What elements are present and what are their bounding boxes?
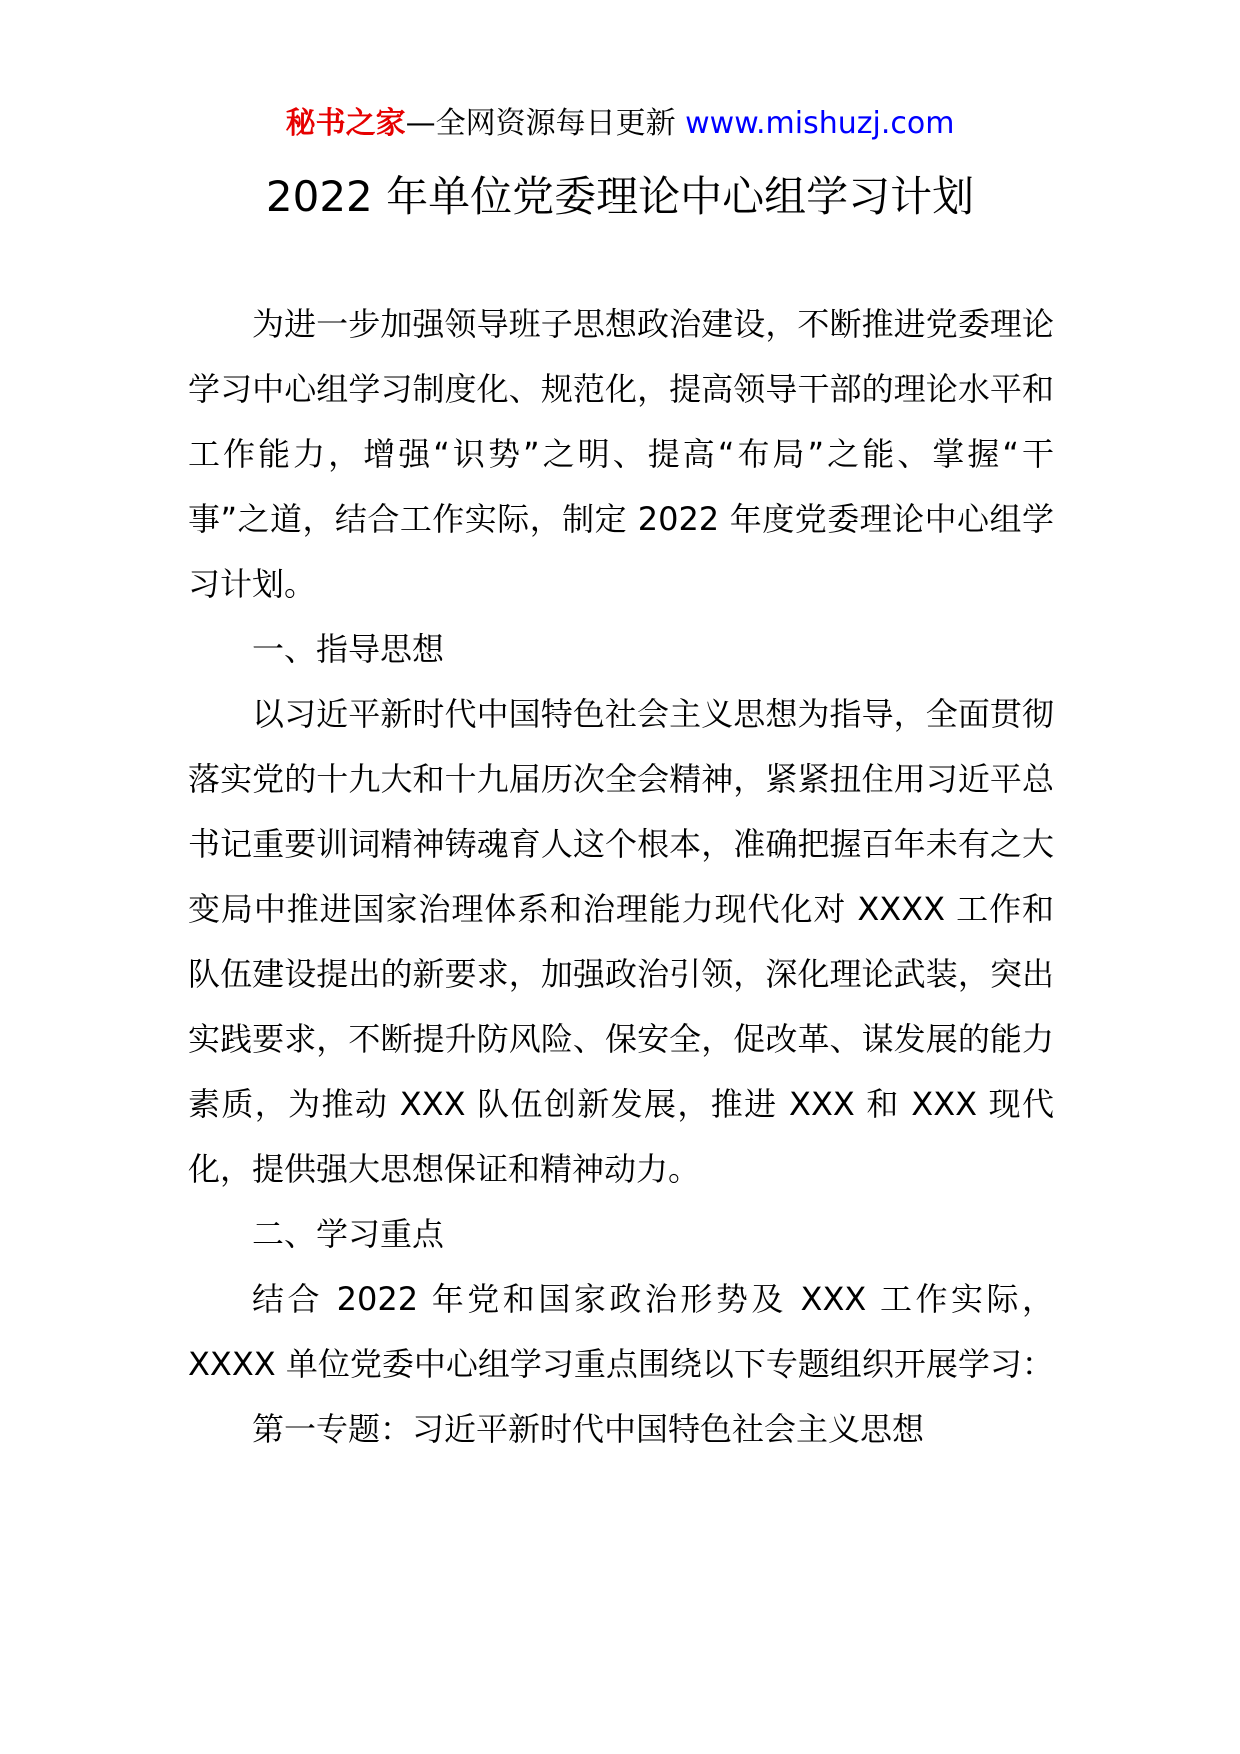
document-title: 2022 年单位党委理论中心组学习计划 — [265, 172, 975, 221]
section-heading-guiding-ideology: 一、指导思想 — [252, 630, 445, 668]
intro-paragraph: 为进一步加强领导班子思想政治建设，不断推进党委理论学习中心组学习制度化、规范化，提高领导干部的理论水平和工作能力，增强“识势”之明、提高“布局”之能、掌握“干事”之道，结合工作实际，制定 2022 年度党委理论中心组学习计划。 — [188, 305, 1054, 603]
guiding-ideology-paragraph: 以习近平新时代中国特色社会主义思想为指导，全面贯彻落实党的十九大和十九届历次全会精神，紧紧扭住用习近平总书记重要训词精神铸魂育人这个根本，准确把握百年未有之大变局中推进国家治理体系和治理能力现代化对 XXXX 工作和队伍建设提出的新要求，加强政治引领，深化理论武装，突出实践要求，不断提升防风险、保安全，促改革、谋发展的能力素质，为推动 XXX 队伍创新发展，推进 XXX 和 XXX 现代化，提供强大思想保证和精神动力。 — [188, 695, 1054, 1188]
study-focus-paragraph: 结合 2022 年党和国家政治形势及 XXX 工作实际，XXXX 单位党委中心组学习重点围绕以下专题组织开展学习： — [188, 1280, 1054, 1383]
site-header — [0, 100, 1240, 148]
section-heading-study-focus: 二、学习重点 — [252, 1215, 445, 1253]
topic-one-heading: 第一专题：习近平新时代中国特色社会主义思想 — [252, 1410, 925, 1448]
site-slogan: —全网资源每日更新 — [405, 106, 676, 141]
document-body — [188, 292, 1054, 1462]
site-url-link[interactable]: www.mishuzj.com — [685, 106, 955, 141]
site-brand: 秘书之家 — [285, 106, 406, 141]
